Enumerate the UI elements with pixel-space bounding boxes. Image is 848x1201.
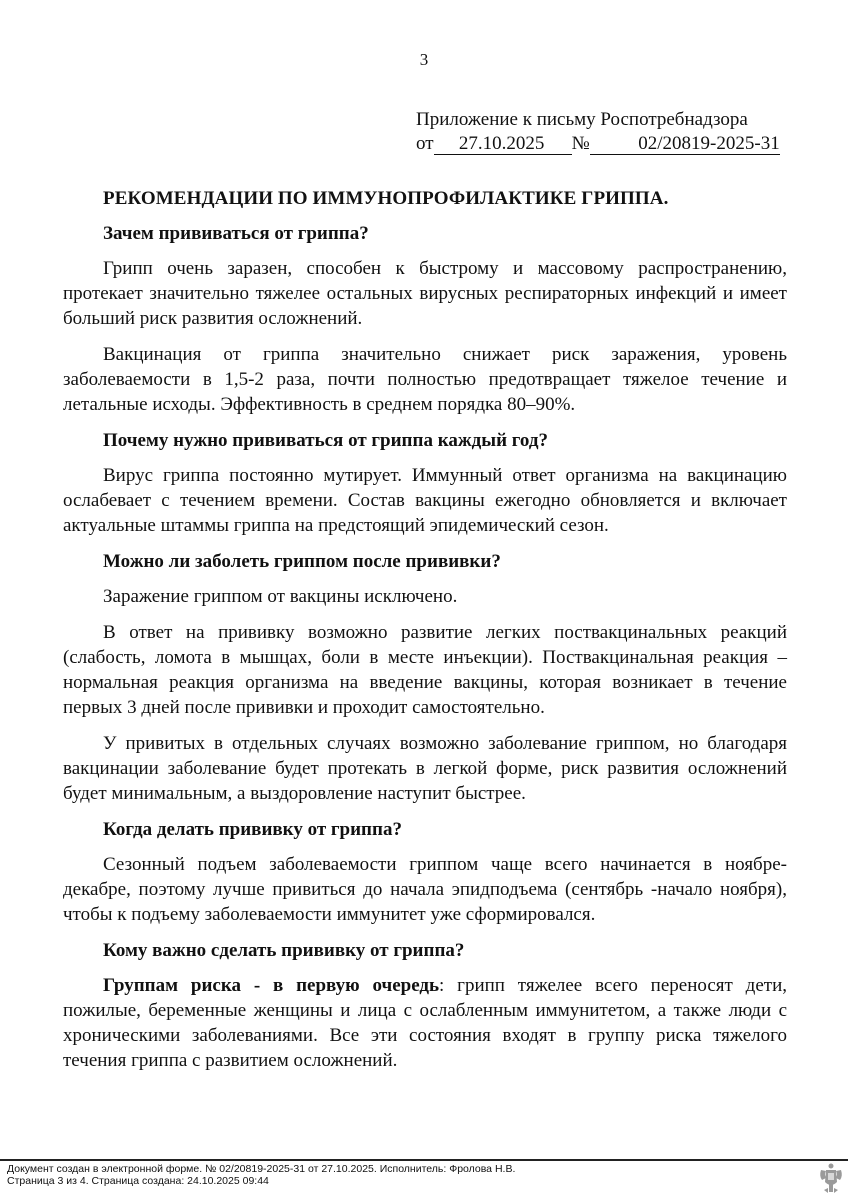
- footer: [7, 1163, 515, 1187]
- letter-date: 27.10.2025: [434, 134, 572, 155]
- document-body: [63, 186, 787, 1084]
- section-heading: Когда делать прививку от гриппа?: [103, 819, 402, 840]
- letter-number: 02/20819-2025-31: [590, 134, 780, 155]
- footer-divider: [0, 1159, 848, 1161]
- paragraph: Грипп очень заразен, способен к быстрому и массовому распространению, протекает значительно тяжелее остальных вирусных респираторных инфекций и имеет больший риск развития осложнений.: [63, 258, 787, 329]
- paragraph: В ответ на прививку возможно развитие легких поствакцинальных реакций (слабость, ломота в мышцах, боли в месте инъекции). Поствакцинальная реакция – нормальная реакция организма на введение вакцины, которая возникает в течение первых 3 дней после прививки и проходит самостоятельно.: [63, 622, 787, 718]
- paragraph: [63, 973, 787, 1073]
- page-number: 3: [419, 50, 429, 69]
- section-heading: Можно ли заболеть гриппом после прививки?: [103, 551, 501, 572]
- number-label: №: [571, 133, 590, 154]
- paragraph: Вирус гриппа постоянно мутирует. Иммунный ответ организма на вакцинацию ослабевает с течением времени. Состав вакцины ежегодно обновляется и включает актуальные штаммы гриппа на предстоящий эпидемический сезон.: [63, 465, 787, 536]
- risk-groups-text: : грипп тяжелее всего переносят дети, пожилые, беременные женщины и лица с ослабленным иммунитетом, а также люди с хроническими заболеваниями. Все эти состояния входят в группу риска тяжелого течения гриппа с развитием осложнений.: [63, 975, 787, 1071]
- appendix-title: Приложение к письму Роспотребнадзора: [416, 109, 748, 130]
- paragraph: Сезонный подъем заболеваемости гриппом чаще всего начинается в ноябре-декабре, поэтому лучше привиться до начала эпидподъема (сентябрь -начало ноября), чтобы к подъему заболеваемости иммунитет уже сформировался.: [63, 854, 787, 925]
- paragraph: Заражение гриппом от вакцины исключено.: [103, 586, 458, 607]
- document-title: РЕКОМЕНДАЦИИ ПО ИММУНОПРОФИЛАКТИКЕ ГРИППА.: [103, 188, 669, 209]
- from-label: от: [416, 133, 434, 154]
- section-heading: Зачем прививаться от гриппа?: [103, 223, 369, 244]
- paragraph: У привитых в отдельных случаях возможно заболевание гриппом, но благодаря вакцинации заболевание будет протекать в легкой форме, риск развития осложнений будет минимальным, а выздоровление наступит быстрее.: [63, 733, 787, 804]
- appendix-reference: [416, 132, 780, 156]
- section-heading: Почему нужно прививаться от гриппа каждый год?: [103, 430, 548, 451]
- section-heading: Кому важно сделать прививку от гриппа?: [103, 940, 465, 961]
- paragraph: Вакцинация от гриппа значительно снижает риск заражения, уровень заболеваемости в 1,5-2 раза, почти полностью предотвращает тяжелое течение и летальные исходы. Эффективность в среднем порядка 80–90%.: [63, 344, 787, 415]
- appendix-header: [416, 108, 780, 156]
- coat-of-arms-icon: [818, 1162, 844, 1196]
- risk-groups-lead: Группам риска - в первую очередь: [103, 975, 440, 996]
- footer-document-info: Документ создан в электронной форме. № 02/20819-2025-31 от 27.10.2025. Исполнитель: Фролова Н.В.: [7, 1163, 516, 1175]
- footer-page-info: Страница 3 из 4. Страница создана: 24.10.2025 09:44: [7, 1175, 269, 1187]
